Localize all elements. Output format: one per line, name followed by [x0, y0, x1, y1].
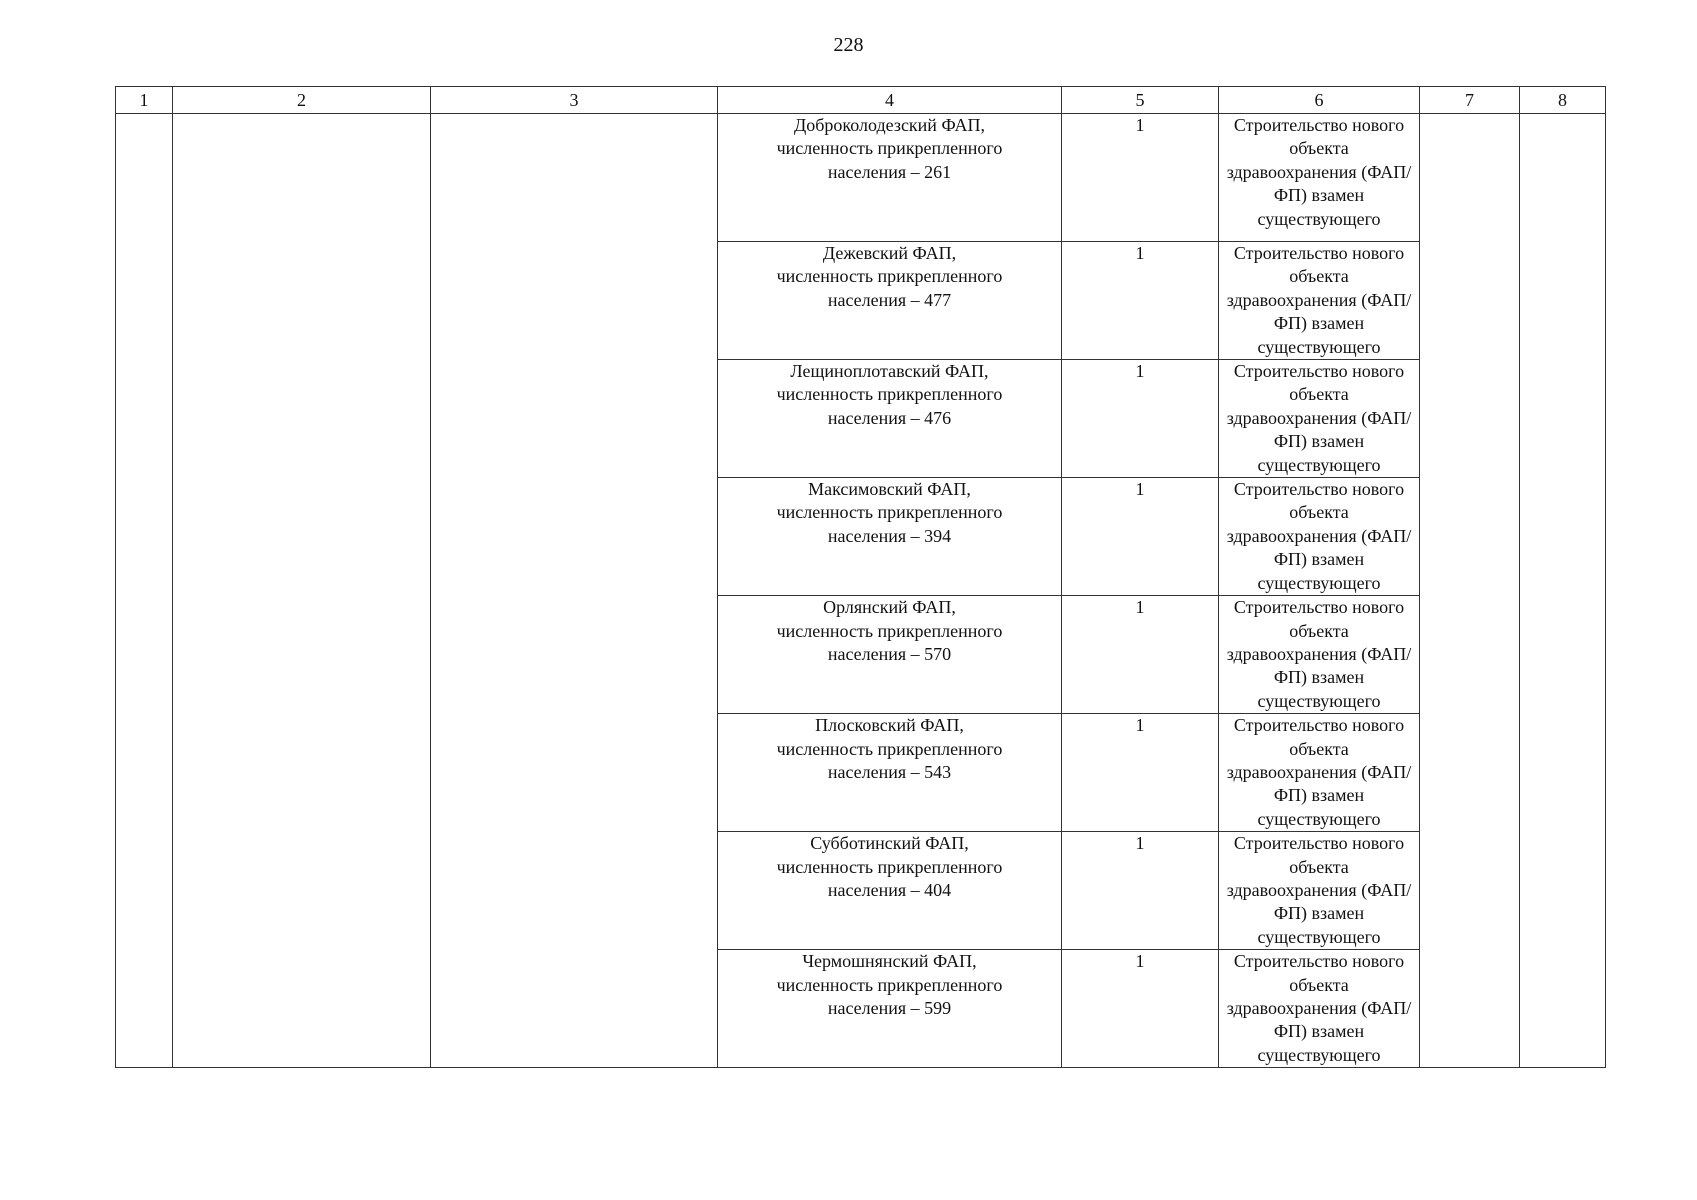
count-cell: 1: [1062, 832, 1219, 950]
facility-name: Лещиноплотавский ФАП,: [790, 361, 989, 382]
action-cell: Строительство нового объекта здравоохранения (ФАП/ФП) взамен существующего: [1219, 114, 1420, 242]
facilities-table: [115, 86, 1606, 1068]
facility-cell: [718, 596, 1062, 714]
facility-population-value: населения – 477: [827, 289, 952, 310]
column-header-8: 8: [1520, 87, 1606, 114]
facility-population-label: численность прикрепленного: [776, 856, 1003, 877]
facility-cell: [718, 360, 1062, 478]
facility-name: Дежевский ФАП,: [822, 243, 957, 263]
column-header-6: 6: [1219, 87, 1420, 114]
facility-population-label: численность прикрепленного: [776, 384, 1003, 405]
column-1-cell: [116, 114, 173, 1068]
column-3-cell: [431, 114, 718, 1068]
facility-population-label: численность прикрепленного: [776, 502, 1003, 523]
facility-cell: [718, 242, 1062, 360]
count-cell: 1: [1062, 114, 1219, 242]
facility-cell: [718, 714, 1062, 832]
facility-population-value: населения – 394: [827, 525, 952, 546]
facility-population-value: населения – 599: [827, 998, 952, 1018]
action-cell: Строительство нового объекта здравоохранения (ФАП/ФП) взамен существующего: [1219, 242, 1420, 360]
facility-cell: [718, 114, 1062, 242]
facility-name: Орлянский ФАП,: [823, 597, 956, 618]
column-header-3: 3: [431, 87, 718, 114]
facility-population-value: населения – 404: [827, 879, 952, 900]
facility-population-label: численность прикрепленного: [776, 266, 1003, 287]
facility-cell: [718, 950, 1062, 1068]
count-cell: 1: [1062, 360, 1219, 478]
action-cell: Строительство нового объекта здравоохранения (ФАП/ФП) взамен существующего: [1219, 714, 1420, 832]
column-7-cell: [1420, 114, 1520, 1068]
facility-population-label: численность прикрепленного: [776, 974, 1003, 995]
facility-population-value: населения – 476: [827, 407, 952, 428]
facility-cell: [718, 478, 1062, 596]
table-row: [116, 114, 1606, 242]
facility-name: Плосковский ФАП,: [815, 715, 964, 736]
count-cell: 1: [1062, 478, 1219, 596]
facility-name: Субботинский ФАП,: [810, 833, 969, 854]
count-cell: 1: [1062, 242, 1219, 360]
action-cell: Строительство нового объекта здравоохранения (ФАП/ФП) взамен существующего: [1219, 596, 1420, 714]
count-cell: 1: [1062, 950, 1219, 1068]
page-number: 228: [833, 34, 864, 56]
column-8-cell: [1520, 114, 1606, 1068]
action-cell: Строительство нового объекта здравоохранения (ФАП/ФП) взамен существующего: [1219, 360, 1420, 478]
count-cell: 1: [1062, 596, 1219, 714]
action-cell: Строительство нового объекта здравоохранения (ФАП/ФП) взамен существующего: [1219, 832, 1420, 950]
column-header-2: 2: [173, 87, 431, 114]
column-header-7: 7: [1420, 87, 1520, 114]
facility-population-value: населения – 261: [827, 161, 952, 182]
facility-population-label: численность прикрепленного: [776, 738, 1003, 759]
column-header-1: 1: [116, 87, 173, 114]
column-header-5: 5: [1062, 87, 1219, 114]
column-header-4: 4: [718, 87, 1062, 114]
count-cell: 1: [1062, 714, 1219, 832]
action-cell: Строительство нового объекта здравоохранения (ФАП/ФП) взамен существующего: [1219, 950, 1420, 1068]
facility-name: Чермошнянский ФАП,: [802, 951, 977, 972]
header-row: [116, 87, 1606, 114]
facility-population-label: численность прикрепленного: [776, 138, 1003, 159]
facility-cell: [718, 832, 1062, 950]
action-cell: Строительство нового объекта здравоохранения (ФАП/ФП) взамен существующего: [1219, 478, 1420, 596]
facility-name: Доброколодезский ФАП,: [793, 115, 986, 135]
column-2-cell: [173, 114, 431, 1068]
facility-population-label: численность прикрепленного: [776, 620, 1003, 641]
facility-name: Максимовский ФАП,: [808, 479, 971, 500]
facility-population-value: населения – 570: [827, 643, 952, 664]
facility-population-value: населения – 543: [827, 761, 952, 782]
